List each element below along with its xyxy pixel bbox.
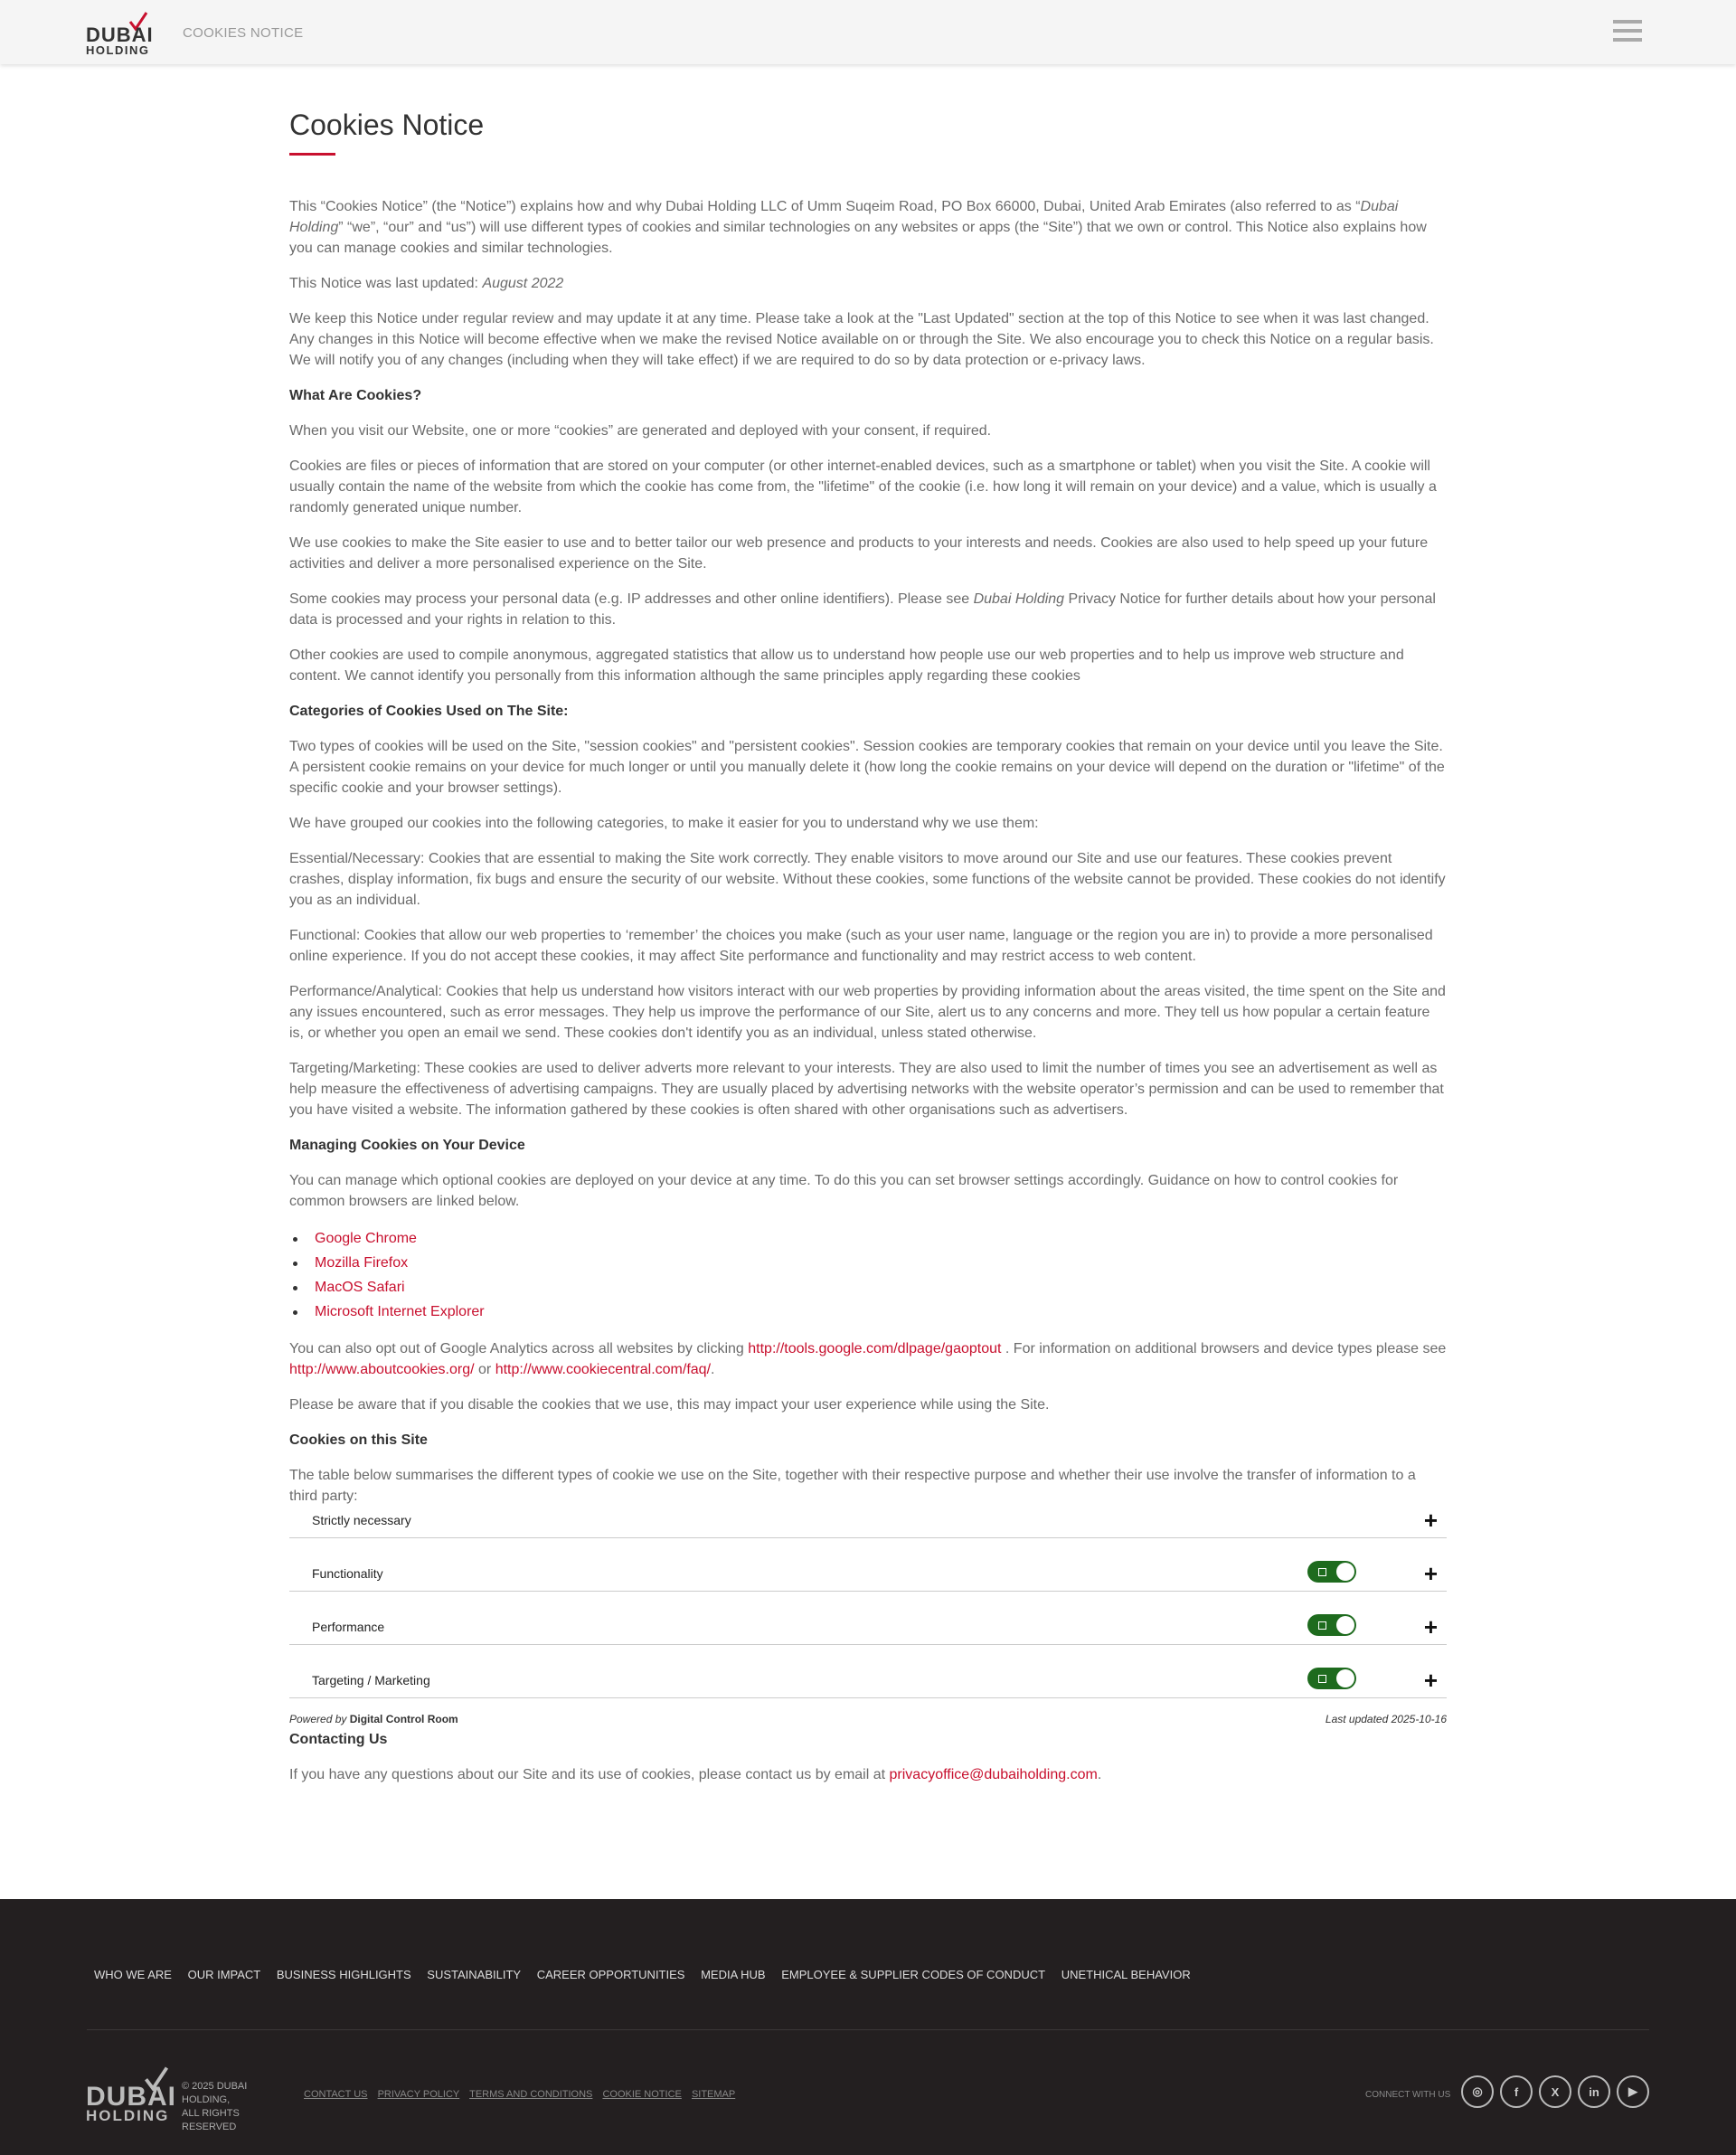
- what-paragraph-4: Some cookies may process your personal data (e.g. IP addresses and other online identifiers). Please see Dubai Holding Privacy Notice for further details about how your personal data is processed and your rights in relation to this.: [289, 591, 1436, 628]
- what-are-cookies-heading: What Are Cookies?: [289, 388, 422, 403]
- accordion-label: Strictly necessary: [312, 1513, 411, 1527]
- cookies-on-site-paragraph: The table below summarises the different types of cookie we use on the Site, together with their respective purpose and whether their use involve the transfer of information to a third party:: [289, 1468, 1416, 1504]
- what-paragraph-1: When you visit our Website, one or more “cookies” are generated and deployed with your consent, if required.: [289, 423, 992, 439]
- intro-paragraph: This “Cookies Notice” (the “Notice”) explains how and why Dubai Holding LLC of Umm Suqeim Road, PO Box 66000, Dubai, United Arab Emirates (also referred to as “Dubai Holding” “we”, “our” and “us”) will use different types of cookies and similar technologies on any websites or apps (the “Site”) that we own or control. This Notice also explains how you can manage cookies and similar technologies.: [289, 199, 1427, 256]
- categories-paragraph-2: We have grouped our cookies into the following categories, to make it easier for you to understand why we use them:: [289, 816, 1039, 831]
- accordion-performance[interactable]: [289, 1592, 1447, 1645]
- link-internet-explorer[interactable]: Microsoft Internet Explorer: [315, 1300, 1447, 1324]
- footer-nav-sustainability[interactable]: SUSTAINABILITY: [427, 1968, 522, 1981]
- copyright: © 2025 DUBAI HOLDING, ALL RIGHTS RESERVED: [182, 2081, 248, 2132]
- review-paragraph: We keep this Notice under regular review and may update it at any time. Please take a look at the "Last Updated" section at the top of this Notice to see when it was last changed. Any changes in this Notice will become effective when we make the revised Notice available on or through the Site. We also encourage you to check this Notice on a regular basis. We will notify you of any changes (including when they will take effect) if we are required to do so by data protection or e-privacy laws.: [289, 311, 1434, 368]
- what-paragraph-3: We use cookies to make the Site easier to use and to better tailor our web presence and products to your interests and needs. Cookies are also used to help speed up your future activities and deliver a more personalised experience on the Site.: [289, 535, 1429, 572]
- link-google-chrome[interactable]: Google Chrome: [315, 1226, 1447, 1251]
- footer-link-cookie-notice[interactable]: COOKIE NOTICE: [602, 2089, 682, 2100]
- what-paragraph-5: Other cookies are used to compile anonymous, aggregated statistics that allow us to understand how people use our web properties and to help us improve web structure and content. We cannot identify you personally from this information although the same principles apply regarding these cookies: [289, 647, 1404, 684]
- last-updated-paragraph: This Notice was last updated: August 2022: [289, 276, 564, 291]
- accordion-strictly-necessary[interactable]: [289, 1507, 1447, 1538]
- targeting-toggle[interactable]: [1307, 1668, 1356, 1689]
- footer-logo[interactable]: [86, 2065, 176, 2124]
- youtube-icon[interactable]: ▶: [1617, 2075, 1649, 2108]
- managing-heading: Managing Cookies on Your Device: [289, 1138, 525, 1153]
- footer-nav-who-we-are[interactable]: WHO WE ARE: [94, 1968, 172, 1981]
- contact-paragraph: If you have any questions about our Site and its use of cookies, please contact us by email at privacyoffice@dubaiholding.com.: [289, 1767, 1102, 1782]
- accordion-targeting-marketing[interactable]: [289, 1645, 1447, 1698]
- category-essential: Essential/Necessary: Cookies that are essential to making the Site work correctly. They enable visitors to move around our Site and use our features. These cookies prevent crashes, display information, fix bugs and ensure the security of our website. Without these cookies, some functions of the website cannot be provided. These cookies do not identify you as an individual.: [289, 851, 1446, 908]
- link-aboutcookies[interactable]: http://www.aboutcookies.org/: [289, 1362, 475, 1377]
- contact-email-link[interactable]: privacyoffice@dubaiholding.com: [889, 1767, 1098, 1782]
- footer-nav-our-impact[interactable]: OUR IMPACT: [187, 1968, 261, 1981]
- footer-link-terms[interactable]: TERMS AND CONDITIONS: [469, 2089, 593, 2100]
- page-title: Cookies Notice: [289, 109, 485, 141]
- x-icon[interactable]: X: [1539, 2075, 1571, 2108]
- footer-nav-business-highlights[interactable]: BUSINESS HIGHLIGHTS: [276, 1968, 411, 1981]
- functionality-toggle[interactable]: [1307, 1561, 1356, 1583]
- main-content: [289, 109, 1447, 1800]
- accordion-label: Functionality: [312, 1566, 383, 1581]
- footer-logo-line1: DUBAI: [86, 2082, 176, 2112]
- logo-line1: DUBAI: [86, 24, 154, 46]
- footer-link-contact-us[interactable]: CONTACT US: [304, 2089, 368, 2100]
- performance-toggle[interactable]: [1307, 1614, 1356, 1636]
- footer-legal-links: [304, 2089, 742, 2100]
- accordion-functionality[interactable]: [289, 1538, 1447, 1592]
- accordion-label: Targeting / Marketing: [312, 1673, 430, 1687]
- managing-paragraph: You can manage which optional cookies are deployed on your device at any time. To do this you can set browser settings accordingly. Guidance on how to control cookies for common browsers are linked below.: [289, 1173, 1399, 1209]
- connect-with-us-label: CONNECT WITH US: [1365, 2090, 1451, 2100]
- dubai-holding-logo[interactable]: [86, 11, 154, 57]
- instagram-icon[interactable]: ◎: [1461, 2075, 1494, 2108]
- categories-paragraph-1: Two types of cookies will be used on the Site, "session cookies" and "persistent cookies". Session cookies are temporary cookies that remain on your device until you leave the Site. A persistent cookie remains on your device for much longer or until you manually delete it (how long the cookie remains on your device will depend on the duration or "lifetime" of the specific cookie and your browser settings).: [289, 739, 1445, 796]
- facebook-icon[interactable]: f: [1500, 2075, 1533, 2108]
- last-updated-stamp: Last updated 2025-10-16: [1325, 1713, 1447, 1725]
- optout-paragraph: You can also opt out of Google Analytics across all websites by clicking http://tools.google.com/dlpage/gaoptout . For information on additional browsers and device types please see http://www.aboutcookies.org/ or http://www.cookiecentral.com/faq/.: [289, 1341, 1447, 1377]
- site-header: [0, 0, 1736, 64]
- hamburger-menu-icon[interactable]: [1613, 20, 1642, 43]
- footer-nav-career-opportunities[interactable]: CAREER OPPORTUNITIES: [536, 1968, 685, 1981]
- expand-plus-icon[interactable]: +: [1423, 1507, 1438, 1534]
- expand-plus-icon[interactable]: +: [1423, 1667, 1438, 1694]
- accordion-label: Performance: [312, 1620, 385, 1634]
- powered-by-row: [289, 1713, 1447, 1734]
- browser-links-list: [289, 1226, 1447, 1324]
- what-paragraph-2: Cookies are files or pieces of information that are stored on your computer (or other internet-enabled devices, such as a smartphone or tablet) when you visit the Site. A cookie will usually contain the name of the website from which the cookie has come from, the "lifetime" of the cookie (i.e. how long it will remain on your device) and a value, which is usually a randomly generated unique number.: [289, 458, 1437, 515]
- footer-link-privacy-policy[interactable]: PRIVACY POLICY: [377, 2089, 460, 2100]
- powered-by: Powered by Digital Control Room: [289, 1713, 458, 1725]
- category-performance: Performance/Analytical: Cookies that help us understand how visitors interact with our web properties by providing information about the areas visited, the time spent on the Site and any issues encountered, such as error messages. They help us improve the performance of our Site, alert us to any concerns and more. They tell us how popular a certain feature is, or whether you open an email we send. These cookies don't identify you as an individual, unless stated otherwise.: [289, 984, 1446, 1041]
- footer-link-sitemap[interactable]: SITEMAP: [691, 2089, 736, 2100]
- footer-logo-line2: HOLDING: [86, 2107, 170, 2124]
- cookie-accordion: [289, 1507, 1447, 1698]
- category-targeting: Targeting/Marketing: These cookies are used to deliver adverts more relevant to your interests. They are also used to limit the number of times you see an advertisement as well as help measure the effectiveness of advertising campaigns. They are usually placed by advertising networks with the website operator’s permission and can be used to remember that you have visited a website. The information gathered by these cookies is often shared with other organisations such as advertisers.: [289, 1061, 1444, 1118]
- category-functional: Functional: Cookies that allow our web properties to ‘remember’ the choices you make (such as your user name, language or the region you are in) to provide a more personalised online experience. If you do not accept these cookies, it may affect Site performance and functionality and may restrict access to web content.: [289, 928, 1433, 964]
- linkedin-icon[interactable]: in: [1578, 2075, 1610, 2108]
- powered-by-link[interactable]: Digital Control Room: [349, 1713, 458, 1725]
- link-gaoptout[interactable]: http://tools.google.com/dlpage/gaoptout: [748, 1341, 1002, 1356]
- expand-plus-icon[interactable]: +: [1423, 1613, 1438, 1640]
- link-macos-safari[interactable]: MacOS Safari: [315, 1275, 1447, 1300]
- footer-nav-unethical-behavior[interactable]: UNETHICAL BEHAVIOR: [1061, 1968, 1191, 1981]
- footer-nav: [94, 1968, 1203, 1981]
- logo-line2: HOLDING: [86, 43, 150, 57]
- disable-paragraph: Please be aware that if you disable the cookies that we use, this may impact your user experience while using the Site.: [289, 1397, 1050, 1413]
- expand-plus-icon[interactable]: +: [1423, 1560, 1438, 1587]
- cookies-on-site-heading: Cookies on this Site: [289, 1432, 428, 1448]
- footer-nav-media-hub[interactable]: MEDIA HUB: [701, 1968, 766, 1981]
- contact-heading: Contacting Us: [289, 1732, 388, 1747]
- site-footer: [0, 1899, 1736, 2155]
- title-underline: [289, 153, 335, 156]
- footer-divider: [87, 2029, 1649, 2030]
- link-cookiecentral[interactable]: http://www.cookiecentral.com/faq/: [495, 1362, 712, 1377]
- link-mozilla-firefox[interactable]: Mozilla Firefox: [315, 1251, 1447, 1275]
- categories-heading: Categories of Cookies Used on The Site:: [289, 704, 569, 719]
- footer-nav-codes-of-conduct[interactable]: EMPLOYEE & SUPPLIER CODES OF CONDUCT: [781, 1968, 1046, 1981]
- header-page-title: COOKIES NOTICE: [183, 25, 304, 41]
